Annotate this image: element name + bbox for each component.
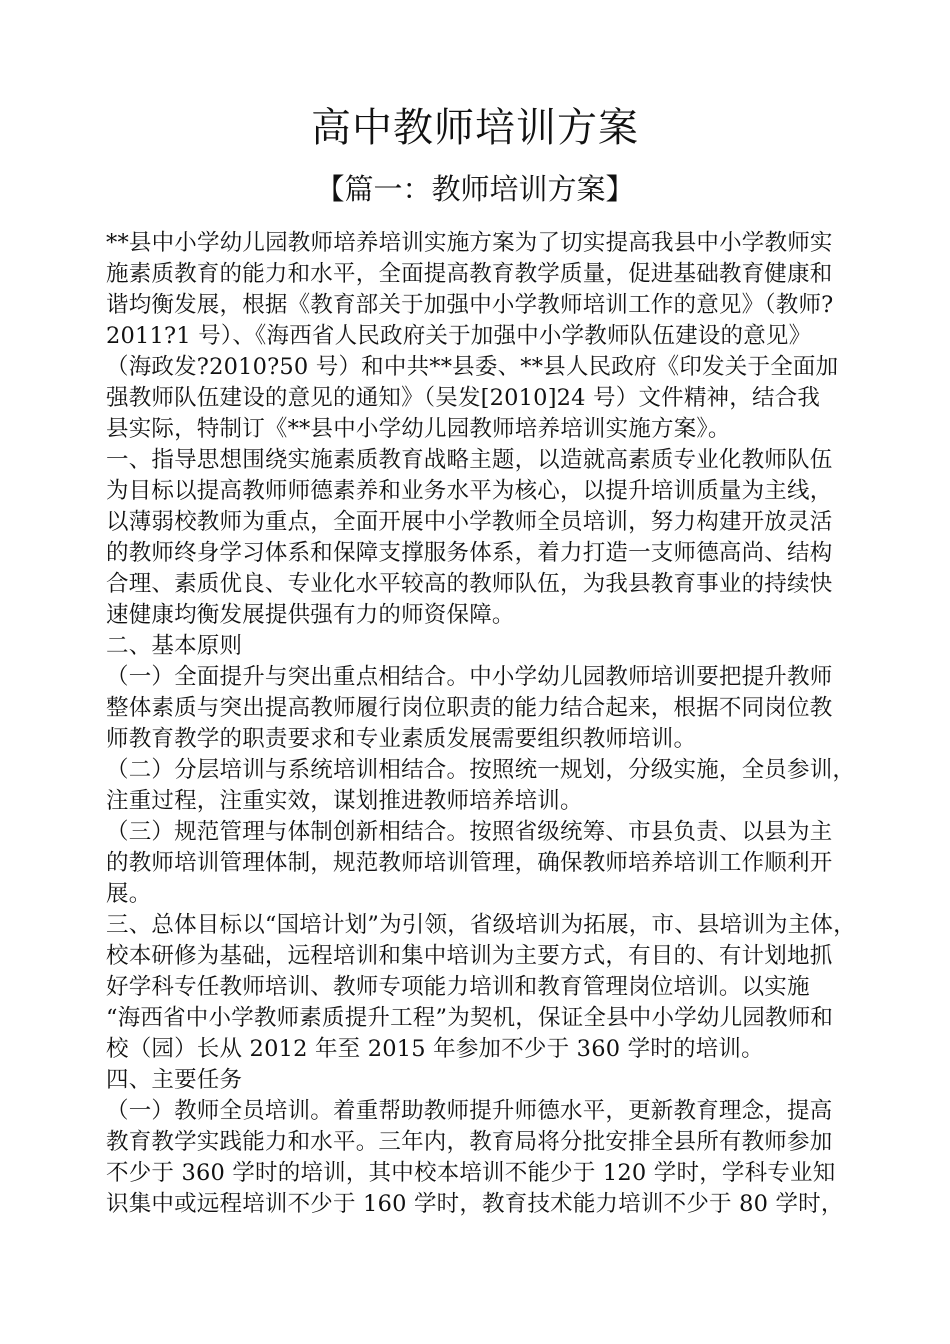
body-line: 速健康均衡发展提供强有力的师资保障。 [106,602,515,628]
body-line: 整体素质与突出提高教师履行岗位职责的能力结合起来，根据不同岗位教 [106,695,833,721]
body-line: 不少于 360 学时的培训，其中校本培训不能少于 120 学时，学科专业知 [106,1160,836,1186]
body-line: 教育教学实践能力和水平。三年内，教育局将分批安排全县所有教师参加 [106,1129,833,1155]
body-line: 以薄弱校教师为重点，全面开展中小学教师全员培训，努力构建开放灵活 [106,509,833,535]
body-line: （二）分层培训与系统培训相结合。按照统一规划，分级实施，全员参训， [106,757,856,783]
document-title: 高中教师培训方案 [311,105,639,151]
body-line: 施素质教育的能力和水平，全面提高教育教学质量，促进基础教育健康和 [106,261,833,287]
body-line: （三）规范管理与体制创新相结合。按照省级统筹、市县负责、以县为主 [106,819,833,845]
body-line: 校（园）长从 2012 年至 2015 年参加不少于 360 学时的培训。 [106,1036,764,1062]
body-line: 一、指导思想围绕实施素质教育战略主题，以造就高素质专业化教师队伍 [106,447,833,473]
body-line: 好学科专任教师培训、教师专项能力培训和教育管理岗位培训。以实施 [106,974,810,1000]
body-line: 谐均衡发展，根据《教育部关于加强中小学教师培训工作的意见》（教师? [106,292,834,318]
body-line: （一）教师全员培训。着重帮助教师提升师德水平，更新教育理念，提高 [106,1098,833,1124]
body-line: 师教育教学的职责要求和专业素质发展需要组织教师培训。 [106,726,697,752]
body-line: 四、主要任务 [106,1067,243,1093]
body-line: 注重过程，注重实效，谋划推进教师培养培训。 [106,788,583,814]
body-line: 为目标以提高教师师德素养和业务水平为核心，以提升培训质量为主线， [106,478,833,504]
body-line: 合理、素质优良、专业化水平较高的教师队伍，为我县教育事业的持续快 [106,571,833,597]
body-line: 的教师终身学习体系和保障支撑服务体系，着力打造一支师德高尚、结构 [106,540,833,566]
body-line: 二、基本原则 [106,633,243,659]
document-subtitle: 【篇一：教师培训方案】 [315,172,635,206]
body-line: 强教师队伍建设的意见的通知》（吴发[2010]24 号）文件精神，结合我 [106,385,821,411]
body-line: 识集中或远程培训不少于 160 学时，教育技术能力培训不少于 80 学时， [106,1191,844,1217]
body-line: 2011?1 号）、《海西省人民政府关于加强中小学教师队伍建设的意见》 [106,323,812,349]
body-line: （一）全面提升与突出重点相结合。中小学幼儿园教师培训要把提升教师 [106,664,833,690]
body-line: 校本研修为基础，远程培训和集中培训为主要方式，有目的、有计划地抓 [106,943,833,969]
document-body [106,228,866,1220]
body-line: **县中小学幼儿园教师培养培训实施方案为了切实提高我县中小学教师实 [106,230,833,256]
body-line: （海政发?2010?50 号）和中共**县委、**县人民政府《印发关于全面加 [106,354,839,380]
body-line: 县实际，特制订《**县中小学幼儿园教师培养培训实施方案》。 [106,416,731,442]
body-line: 三、总体目标以“国培计划”为引领，省级培训为拓展，市、县培训为主体， [106,912,856,938]
body-line: 的教师培训管理体制，规范教师培训管理，确保教师培养培训工作顺利开 [106,850,833,876]
body-line: 展。 [106,881,152,907]
body-line: “海西省中小学教师素质提升工程”为契机，保证全县中小学幼儿园教师和 [106,1005,834,1031]
